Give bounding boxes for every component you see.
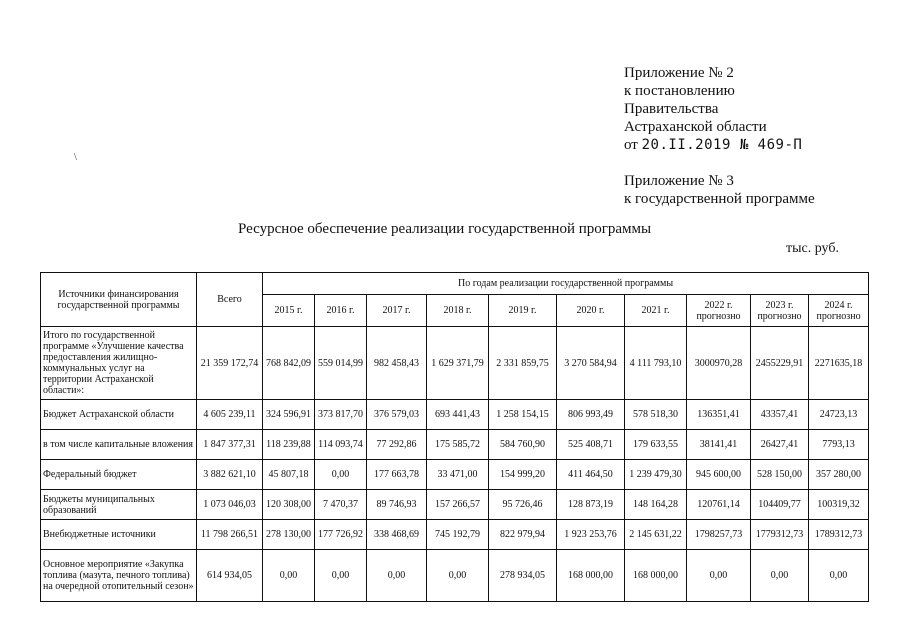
row-value: 0,00 [367, 550, 427, 602]
header-year: 2018 г. [427, 295, 489, 327]
row-value: 177 726,92 [315, 520, 367, 550]
row-value: 373 817,70 [315, 400, 367, 430]
header-year: 2022 г. прогнозно [687, 295, 751, 327]
document-title: Ресурсное обеспечение реализации государственной программы [238, 221, 652, 237]
approval-line: Правительства [624, 101, 719, 117]
row-value: 584 760,90 [489, 430, 557, 460]
appendix-line: к государственной программе [624, 191, 815, 207]
row-value: 578 518,30 [625, 400, 687, 430]
appendix-line: Приложение № 3 [624, 173, 734, 189]
row-value: 3 270 584,94 [557, 327, 625, 400]
row-value: 745 192,79 [427, 520, 489, 550]
row-source-label: Бюджет Астраханской области [41, 400, 197, 430]
header-total: Всего [197, 273, 263, 327]
row-value: 411 464,50 [557, 460, 625, 490]
row-value: 128 873,19 [557, 490, 625, 520]
row-value: 168 000,00 [557, 550, 625, 602]
row-value: 100319,32 [809, 490, 869, 520]
row-value: 95 726,46 [489, 490, 557, 520]
header-year: 2021 г. [625, 295, 687, 327]
header-year: 2020 г. [557, 295, 625, 327]
header-year: 2019 г. [489, 295, 557, 327]
row-value: 1 847 377,31 [197, 430, 263, 460]
row-value: 559 014,99 [315, 327, 367, 400]
row-value: 806 993,49 [557, 400, 625, 430]
row-value: 1789312,73 [809, 520, 869, 550]
approval-date: 20.II.2019 № 469-П [641, 137, 803, 153]
table-row [41, 520, 869, 550]
row-value: 1798257,73 [687, 520, 751, 550]
row-source-label: Основное мероприятие «Закупка топлива (мазута, печного топлива) на очередной отопительный сезон» [41, 550, 197, 602]
approval-line: Астраханской области [624, 119, 767, 135]
row-value: 11 798 266,51 [197, 520, 263, 550]
row-value: 4 111 793,10 [625, 327, 687, 400]
header-source: Источники финансирования государственной программы [41, 273, 197, 327]
row-value: 3000970,28 [687, 327, 751, 400]
row-value: 0,00 [809, 550, 869, 602]
row-value: 0,00 [315, 550, 367, 602]
row-value: 945 600,00 [687, 460, 751, 490]
row-value: 104409,77 [751, 490, 809, 520]
row-value: 2 331 859,75 [489, 327, 557, 400]
table-row [41, 327, 869, 400]
row-source-label: в том числе капитальные вложения [41, 430, 197, 460]
row-value: 0,00 [263, 550, 315, 602]
units-label: тыс. руб. [786, 241, 839, 256]
row-value: 0,00 [315, 460, 367, 490]
row-value: 822 979,94 [489, 520, 557, 550]
row-value: 2271635,18 [809, 327, 869, 400]
header-year: 2024 г. прогнозно [809, 295, 869, 327]
row-value: 33 471,00 [427, 460, 489, 490]
row-value: 0,00 [427, 550, 489, 602]
approval-block [624, 64, 815, 208]
row-value: 528 150,00 [751, 460, 809, 490]
row-value: 357 280,00 [809, 460, 869, 490]
row-source-label: Итого по государственной программе «Улучшение качества предоставления жилищно-коммунальных услуг на территории Астраханской области»: [41, 327, 197, 400]
row-value: 148 164,28 [625, 490, 687, 520]
row-source-label: Бюджеты муниципальных образований [41, 490, 197, 520]
row-value: 525 408,71 [557, 430, 625, 460]
row-value: 1 923 253,76 [557, 520, 625, 550]
header-year: 2023 г. прогнозно [751, 295, 809, 327]
row-value: 120761,14 [687, 490, 751, 520]
table-row [41, 430, 869, 460]
row-value: 7793,13 [809, 430, 869, 460]
row-value: 136351,41 [687, 400, 751, 430]
approval-line: Приложение № 2 [624, 65, 734, 81]
row-value: 118 239,88 [263, 430, 315, 460]
row-value: 179 633,55 [625, 430, 687, 460]
row-value: 157 266,57 [427, 490, 489, 520]
row-value: 2455229,91 [751, 327, 809, 400]
table-row [41, 400, 869, 430]
row-value: 693 441,43 [427, 400, 489, 430]
row-value: 154 999,20 [489, 460, 557, 490]
row-value: 175 585,72 [427, 430, 489, 460]
row-source-label: Внебюджетные источники [41, 520, 197, 550]
row-value: 26427,41 [751, 430, 809, 460]
row-value: 114 093,74 [315, 430, 367, 460]
row-value: 1 629 371,79 [427, 327, 489, 400]
row-value: 278 130,00 [263, 520, 315, 550]
row-value: 982 458,43 [367, 327, 427, 400]
row-value: 614 934,05 [197, 550, 263, 602]
header-year: 2017 г. [367, 295, 427, 327]
row-value: 89 746,93 [367, 490, 427, 520]
approval-date-line [624, 136, 815, 154]
row-value: 338 468,69 [367, 520, 427, 550]
row-value: 1 258 154,15 [489, 400, 557, 430]
row-source-label: Федеральный бюджет [41, 460, 197, 490]
header-by-years: По годам реализации государственной программы [263, 273, 869, 295]
row-value: 324 596,91 [263, 400, 315, 430]
table-row [41, 550, 869, 602]
row-value: 1779312,73 [751, 520, 809, 550]
row-value: 38141,41 [687, 430, 751, 460]
table-row [41, 490, 869, 520]
row-value: 120 308,00 [263, 490, 315, 520]
row-value: 43357,41 [751, 400, 809, 430]
row-value: 768 842,09 [263, 327, 315, 400]
row-value: 24723,13 [809, 400, 869, 430]
row-value: 21 359 172,74 [197, 327, 263, 400]
header-year: 2016 г. [315, 295, 367, 327]
row-value: 168 000,00 [625, 550, 687, 602]
row-value: 1 239 479,30 [625, 460, 687, 490]
row-value: 2 145 631,22 [625, 520, 687, 550]
approval-line: к постановлению [624, 83, 735, 99]
row-value: 1 073 046,03 [197, 490, 263, 520]
row-value: 278 934,05 [489, 550, 557, 602]
table-row [41, 460, 869, 490]
row-value: 4 605 239,11 [197, 400, 263, 430]
row-value: 3 882 621,10 [197, 460, 263, 490]
resource-table [40, 272, 869, 602]
row-value: 177 663,78 [367, 460, 427, 490]
header-year: 2015 г. [263, 295, 315, 327]
row-value: 77 292,86 [367, 430, 427, 460]
row-value: 0,00 [687, 550, 751, 602]
row-value: 7 470,37 [315, 490, 367, 520]
row-value: 376 579,03 [367, 400, 427, 430]
scan-mark: \ [74, 152, 77, 163]
row-value: 0,00 [751, 550, 809, 602]
date-prefix: от [624, 137, 638, 153]
row-value: 45 807,18 [263, 460, 315, 490]
